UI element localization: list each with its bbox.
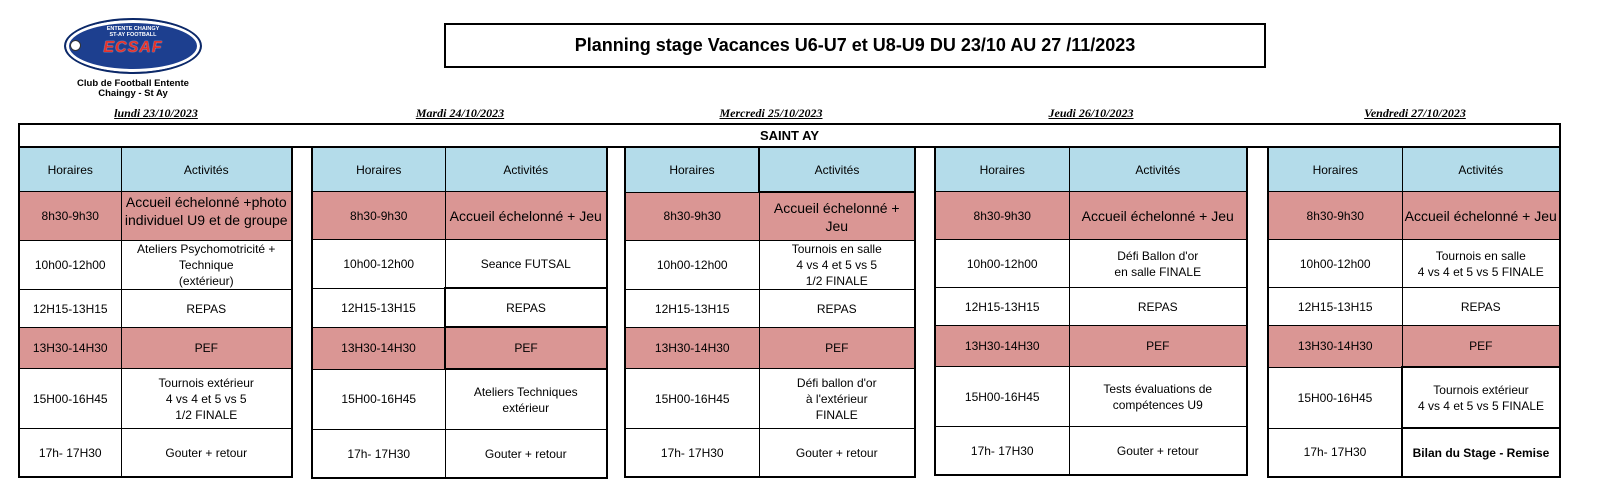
table-row xyxy=(935,367,1247,427)
activity-cell: REPAS xyxy=(1402,288,1560,326)
time-cell: 15H00-16H45 xyxy=(1268,367,1402,428)
time-cell: 12H15-13H15 xyxy=(312,288,445,327)
activity-cell: PEF xyxy=(759,328,915,369)
table-row xyxy=(625,328,915,369)
table-row xyxy=(625,369,915,429)
header-activites: Activités xyxy=(445,147,607,192)
time-cell: 13H30-14H30 xyxy=(1268,326,1402,368)
activity-cell: Bilan du Stage - Remise xyxy=(1402,428,1560,477)
activity-cell: PEF xyxy=(445,327,607,369)
schedule-table-wednesday xyxy=(624,146,916,478)
time-cell: 15H00-16H45 xyxy=(935,367,1069,427)
time-cell: 10h00-12h00 xyxy=(1268,240,1402,288)
table-header-row xyxy=(312,147,607,192)
table-row xyxy=(935,427,1247,476)
table-header-row xyxy=(1268,147,1560,192)
table-row xyxy=(1268,240,1560,288)
header-horaires: Horaires xyxy=(312,147,445,192)
time-cell: 8h30-9h30 xyxy=(625,192,759,241)
table-row xyxy=(625,192,915,241)
time-cell: 17h- 17H30 xyxy=(625,429,759,478)
table-row xyxy=(625,241,915,290)
time-cell: 12H15-13H15 xyxy=(935,288,1069,326)
time-cell: 12H15-13H15 xyxy=(19,290,121,328)
header-horaires: Horaires xyxy=(935,147,1069,192)
time-cell: 17h- 17H30 xyxy=(1268,428,1402,477)
time-cell: 10h00-12h00 xyxy=(19,241,121,290)
schedule-table-friday xyxy=(1267,146,1561,478)
activity-cell: REPAS xyxy=(445,288,607,327)
time-cell: 8h30-9h30 xyxy=(312,192,445,240)
activity-cell: Ateliers Techniques extérieur xyxy=(445,369,607,430)
time-cell: 17h- 17H30 xyxy=(935,427,1069,476)
header-activites: Activités xyxy=(121,147,292,192)
time-cell: 12H15-13H15 xyxy=(1268,288,1402,326)
time-cell: 10h00-12h00 xyxy=(935,240,1069,288)
activity-cell: Accueil échelonné +photo individuel U9 et de groupe xyxy=(121,192,292,241)
schedule-table-thursday xyxy=(934,146,1248,476)
activity-cell: Tournois en salle 4 vs 4 et 5 vs 5 FINALE xyxy=(1402,240,1560,288)
time-cell: 13H30-14H30 xyxy=(935,326,1069,367)
table-row xyxy=(625,290,915,328)
activity-cell: Seance FUTSAL xyxy=(445,240,607,289)
activity-cell: Accueil échelonné + Jeu xyxy=(759,192,915,241)
activity-cell: Gouter + retour xyxy=(121,429,292,478)
time-cell: 13H30-14H30 xyxy=(625,328,759,369)
header-horaires: Horaires xyxy=(1268,147,1402,192)
activity-cell: Tournois extérieur 4 vs 4 et 5 vs 5 1/2 FINALE xyxy=(121,369,292,429)
club-logo xyxy=(62,18,204,99)
activity-cell: Ateliers Psychomotricité + Technique (extérieur) xyxy=(121,241,292,290)
table-row xyxy=(19,192,292,241)
day-label-wednesday: Mercredi 25/10/2023 xyxy=(719,106,823,120)
logo-name: ECSAF xyxy=(103,39,163,56)
activity-cell: Tournois extérieur 4 vs 4 et 5 vs 5 FINALE xyxy=(1402,367,1560,428)
table-header-row xyxy=(625,147,915,192)
table-row xyxy=(312,430,607,479)
activity-cell: Accueil échelonné + Jeu xyxy=(1069,192,1247,240)
table-row xyxy=(1268,428,1560,477)
table-row xyxy=(1268,326,1560,368)
table-row xyxy=(312,369,607,430)
table-row xyxy=(625,429,915,478)
activity-cell: Tests évaluations de compétences U9 xyxy=(1069,367,1247,427)
table-row xyxy=(935,288,1247,326)
table-row xyxy=(19,328,292,369)
table-row xyxy=(1268,192,1560,240)
logo-caption xyxy=(62,79,204,99)
logo-caption-line2: Chaingy - St Ay xyxy=(98,88,168,99)
table-row xyxy=(19,290,292,328)
header-horaires: Horaires xyxy=(625,147,759,192)
time-cell: 8h30-9h30 xyxy=(935,192,1069,240)
time-cell: 8h30-9h30 xyxy=(19,192,121,241)
time-cell: 13H30-14H30 xyxy=(19,328,121,369)
header-activites: Activités xyxy=(1069,147,1247,192)
table-header-row xyxy=(935,147,1247,192)
header-activites: Activités xyxy=(759,147,915,192)
time-cell: 15H00-16H45 xyxy=(312,369,445,430)
activity-cell: Gouter + retour xyxy=(759,429,915,478)
activity-cell: Tournois en salle 4 vs 4 et 5 vs 5 1/2 FINALE xyxy=(759,241,915,290)
activity-cell: Défi Ballon d'or en salle FINALE xyxy=(1069,240,1247,288)
table-row xyxy=(19,241,292,290)
logo-top-line2: ST-AY FOOTBALL xyxy=(109,32,157,38)
logo-caption-line1: Club de Football Entente xyxy=(77,78,189,89)
table-row xyxy=(935,326,1247,367)
activity-cell: PEF xyxy=(1402,326,1560,368)
time-cell: 15H00-16H45 xyxy=(625,369,759,429)
table-row xyxy=(312,327,607,369)
time-cell: 17h- 17H30 xyxy=(312,430,445,479)
day-label-monday: lundi 23/10/2023 xyxy=(114,106,198,120)
activity-cell: Défi ballon d'or à l'extérieur FINALE xyxy=(759,369,915,429)
page-title: Planning stage Vacances U6-U7 et U8-U9 DU 23/10 AU 27 /11/2023 xyxy=(444,23,1266,68)
time-cell: 8h30-9h30 xyxy=(1268,192,1402,240)
activity-cell: REPAS xyxy=(759,290,915,328)
activity-cell: Accueil échelonné + Jeu xyxy=(445,192,607,240)
location-banner: SAINT AY xyxy=(18,123,1561,148)
logo-top-line1: ENTENTE CHAINGY xyxy=(106,26,160,32)
table-header-row xyxy=(19,147,292,192)
day-label-thursday: Jeudi 26/10/2023 xyxy=(1048,106,1134,120)
activity-cell: REPAS xyxy=(121,290,292,328)
table-row xyxy=(1268,288,1560,326)
time-cell: 13H30-14H30 xyxy=(312,327,445,369)
logo-emblem xyxy=(64,18,202,74)
table-row xyxy=(312,288,607,327)
activity-cell: PEF xyxy=(1069,326,1247,367)
table-row xyxy=(19,369,292,429)
table-row xyxy=(935,240,1247,288)
day-label-tuesday: Mardi 24/10/2023 xyxy=(415,106,505,120)
time-cell: 15H00-16H45 xyxy=(19,369,121,429)
time-cell: 10h00-12h00 xyxy=(625,241,759,290)
header-activites: Activités xyxy=(1402,147,1560,192)
activity-cell: Accueil échelonné + Jeu xyxy=(1402,192,1560,240)
table-row xyxy=(312,192,607,240)
table-row xyxy=(19,429,292,478)
schedule-table-tuesday xyxy=(311,146,608,479)
time-cell: 12H15-13H15 xyxy=(625,290,759,328)
activity-cell: PEF xyxy=(121,328,292,369)
table-row xyxy=(1268,367,1560,428)
time-cell: 10h00-12h00 xyxy=(312,240,445,289)
schedule-table-monday xyxy=(18,146,293,478)
table-row xyxy=(312,240,607,289)
time-cell: 17h- 17H30 xyxy=(19,429,121,478)
logo-top-text xyxy=(66,26,200,38)
day-label-friday: Vendredi 27/10/2023 xyxy=(1364,106,1466,120)
header-horaires: Horaires xyxy=(19,147,121,192)
activity-cell: REPAS xyxy=(1069,288,1247,326)
activity-cell: Gouter + retour xyxy=(1069,427,1247,476)
table-row xyxy=(935,192,1247,240)
activity-cell: Gouter + retour xyxy=(445,430,607,479)
